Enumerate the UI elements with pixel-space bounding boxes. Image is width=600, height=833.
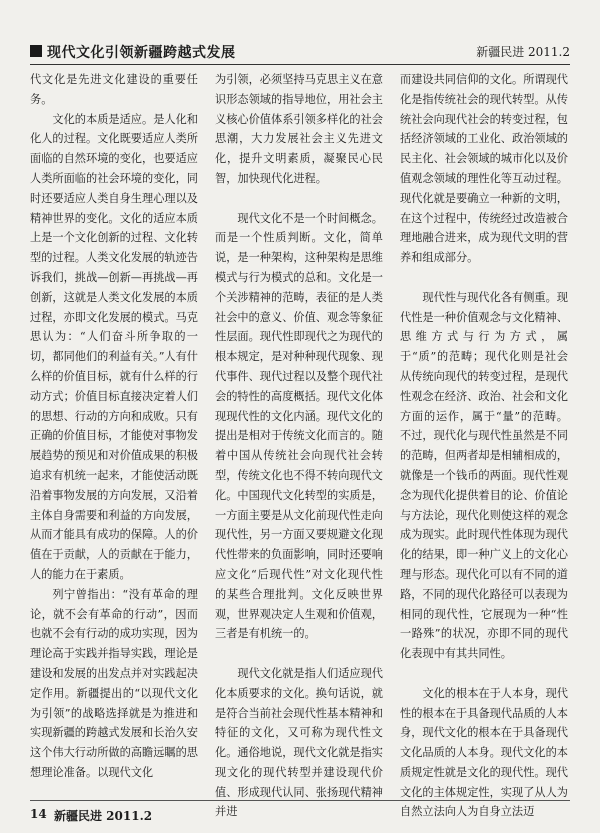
header-rule xyxy=(30,64,570,65)
paragraph: 文化的本质是适应。是人化和化人的过程。文化既要适应人类所面临的自然环境的变化，也要适应人类所面临的社会环境的变化，同时还要适应人类自身生理心理以及精神世界的变化。文化的适应本质上是一个文化创新的过程、文化转型的过程。人类文化发展的轨迹告诉我们，挑战—创新—再挑战—再创新，这就是人类文化发展的本质过程，亦即文化发展的模式。马克思认为：“人们奋斗所争取的一切，都同他们的利益有关。”人有什么样的价值目标，就有什么样的行动方式；价值目标直接决定着人们的思想、行动的方向和成败。只有正确的价值目标，才能使对事物发展趋势的预见和对价值成果的积极追求有机统一起来，才能使活动既沿着事物发展的方向发展，又沿着主体自身需要和利益的方向发展，从而才能具有成功的保障。人的价值在于贡献，人的贡献在于能力，人的能力在于素质。 xyxy=(30,112,198,581)
page-footer xyxy=(30,805,570,823)
page-number: 14 xyxy=(30,807,47,821)
text-column-1 xyxy=(30,70,198,795)
paragraph: 为引领，必须坚持马克思主义在意识形态领域的指导地位，用社会主义核心价值体系引领多样化的社会思潮，大力发展社会主义先进文化，提升文明素质，凝聚民心民智，加快现代化进程。 xyxy=(215,73,383,185)
paragraph: 现代性与现代化各有侧重。现代性是一种价值观念与文化精神、思维方式与行为方式，属于“质”的范畴；现代化则是社会从传统向现代的转变过程，是现代性观念在经济、政治、社会和文化方面的运作，属于“量”的范畴。不过，现代化与现代性虽然是不同的范畴，但两者却是相辅相成的，就像是一个钱币的两面。现代性观念为现代化提供着目的论、价值论与方法论，现代化则使这样的观念成为现实。此时现代性体现为现代化的结果，即一种广义上的文化心理与形态。现代化可以有不同的道路，不同的现代化路径可以表现为相同的现代性，它展现为一种“性一路殊”的状况，亦即不同的现代化表现中有其共同性。 xyxy=(400,290,568,661)
paragraph: 现代文化就是指人们适应现代化本质要求的文化。换句话说，就是符合当前社会现代性基本精神和特征的文化，又可称为现代性文化。通俗地说，现代文化就是指实现文化的现代转型并建设现代价值、形成现代认同、张扬现代精神并进 xyxy=(215,666,383,819)
paragraph: 现代文化不是一个时间概念。而是一个性质判断。文化，简单说，是一种架构，这种架构是思维模式与行为模式的总和。文化是一个关涉精神的范畴，表征的是人类社会中的意义、价值、观念等象征性层面。现代性即现代之为现代的根本规定，是对种种现代现象、现代事件、现代过程以及整个现代社会的特性的高度概括。现代文化体现现代性的文化内涵。现代文化的提出是相对于传统文化而言的。随着中国从传统社会向现代社会转型，传统文化也不得不转向现代文化。中国现代文化转型的实质是，一方面主要是从文化前现代性走向现代性，另一方面又要规避文化现代性带来的负面影响，同时还要响应文化“后现代性”对文化现代性的某些合理批判。文化反映世界观，世界观决定人生观和价值观，三者是有机统一的。 xyxy=(215,211,383,641)
footer-magazine: 新疆民进 2011.2 xyxy=(54,809,153,823)
paragraph: 代文化是先进文化建设的重要任务。 xyxy=(30,73,198,106)
paragraph: 列宁曾指出：“没有革命的理论，就不会有革命的行动”，因而也就不会有行动的成功实现，因为理论高于实践并指导实践，理论是建设和发展的出发点并对实践起决定作用。新疆提出的“以现代文化为引领”的战略选择就是为推进和实现新疆的跨越式发展和长治久安这个伟大行动所做的高瞻远瞩的思想理论准备。以现代文化 xyxy=(30,587,198,779)
header-title: 现代文化引领新疆跨越式发展 xyxy=(47,45,236,61)
section-square-icon xyxy=(30,45,42,57)
text-column-3 xyxy=(400,70,568,819)
paragraph: 文化的根本在于人本身，现代性的根本在于具备现代品质的人本身，现代文化的根本在于具备现代文化品质的人本身。现代文化的本质规定性就是文化的现代性。现代文化的主体规定性，实现了从人为自然立法向人为自身立法迈 xyxy=(400,686,568,819)
paragraph: 而建设共同信仰的文化。所谓现代化是指传统社会的现代转型。从传统社会向现代社会的转变过程，包括经济领域的工业化、政治领域的民主化、社会领域的城市化以及价值观念领域的理性化等互动过程。现代化就是要确立一种新的文明，在这个过程中，传统经过改造被合理地融合进来，成为现代文明的营养和组成部分。 xyxy=(400,73,568,265)
footer-rule xyxy=(30,800,570,801)
header-issue: 新疆民进 2011.2 xyxy=(476,45,570,59)
text-column-2 xyxy=(215,70,383,819)
page-header xyxy=(30,42,570,62)
